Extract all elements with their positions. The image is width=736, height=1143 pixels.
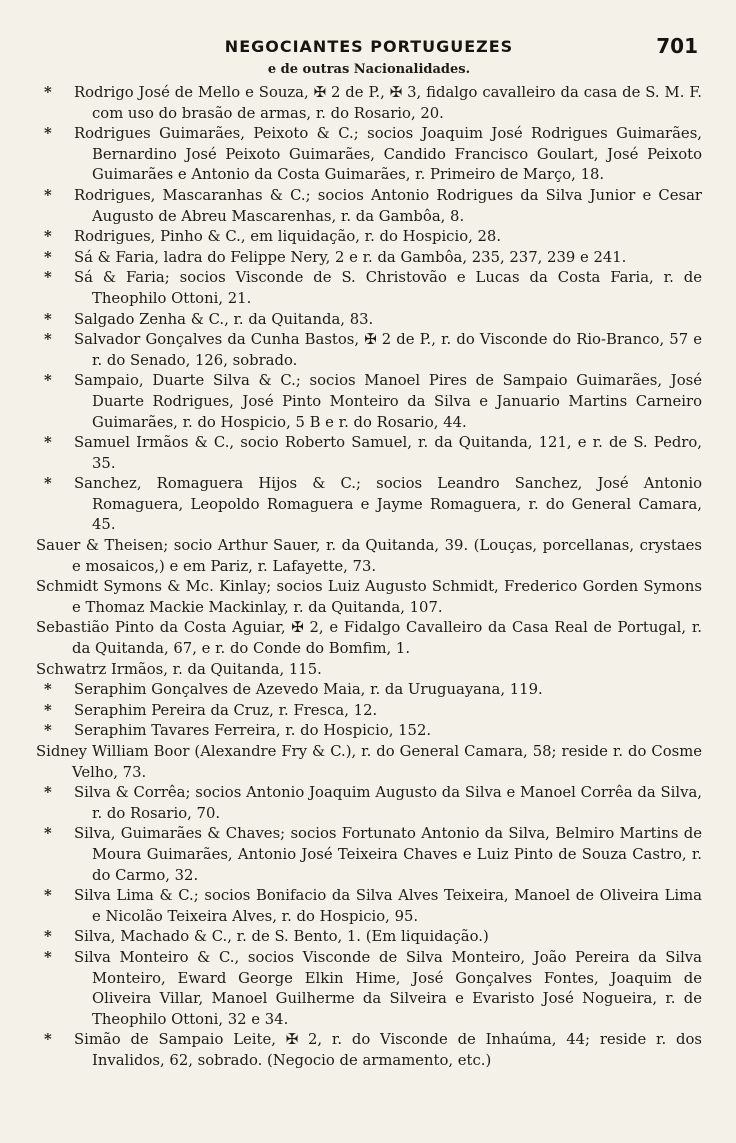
entry-text: Seraphim Pereira da Cruz, r. Fresca, 12. (74, 701, 378, 719)
entry-marker: * (44, 186, 52, 204)
directory-entry (36, 577, 702, 618)
entry-text: Silva & Corrêa; socios Antonio Joaquim Augusto da Silva e Manoel Corrêa da Silva, r. do Rosario, 70. (74, 784, 702, 822)
directory-entry (36, 1030, 702, 1071)
directory-entry (36, 268, 702, 309)
directory-entry (36, 680, 702, 701)
entry-marker: * (44, 84, 52, 101)
page-header (36, 34, 702, 62)
entry-marker: * (44, 372, 52, 390)
entry-marker: * (44, 722, 52, 740)
directory-entry (36, 886, 702, 927)
entry-text: Schmidt Symons & Mc. Kinlay; socios Luiz Augusto Schmidt, Frederico Gorden Symons e Thomaz Mackie Mackinlay, r. da Quitanda, 107. (36, 578, 702, 616)
entry-text: Rodrigo José de Mello e Souza, ✠ 2 de P., ✠ 3, fidalgo cavalleiro da casa de S. M. F. com uso do brasão de armas, r. do Rosario, 20. (74, 84, 702, 122)
entry-marker: * (44, 784, 52, 802)
entry-text: Silva, Machado & C., r. de S. Bento, 1. (Em liquidação.) (74, 928, 489, 946)
directory-entry (36, 948, 702, 1030)
entry-text: Sanchez, Romaguera Hijos & C.; socios Leandro Sanchez, José Antonio Romaguera, Leopoldo Romaguera e Jayme Romaguera, r. do General Camara, 45. (74, 475, 702, 534)
directory-entry (36, 721, 702, 742)
entry-marker: * (44, 928, 52, 946)
entry-text: Sá & Faria; socios Visconde de S. Christovão e Lucas da Costa Faria, r. de Theophilo Ottoni, 21. (74, 269, 702, 307)
directory-entry (36, 927, 702, 948)
directory-entry (36, 227, 702, 248)
entry-marker: * (44, 1031, 52, 1049)
entry-text: Sidney William Boor (Alexandre Fry & C.), r. do General Camara, 58; reside r. do Cosme Velho, 73. (36, 743, 702, 781)
entry-marker: * (44, 125, 52, 143)
entry-text: Sebastião Pinto da Costa Aguiar, ✠ 2, e Fidalgo Cavalleiro da Casa Real de Portugal, r. da Quitanda, 67, e r. do Conde do Bomfim, 1. (36, 619, 702, 658)
directory-entry (36, 248, 702, 269)
directory-entry (36, 474, 702, 536)
entry-text: Salvador Gonçalves da Cunha Bastos, ✠ 2 de P., r. do Visconde do Rio-Branco, 57 e r. do Senado, 126, sobrado. (74, 331, 702, 369)
entry-text: Schwatrz Irmãos, r. da Quitanda, 115. (36, 660, 322, 678)
entry-marker: * (44, 681, 52, 699)
entry-text: Rodrigues Guimarães, Peixoto & C.; socios Joaquim José Rodrigues Guimarães, Bernardino José Peixoto Guimarães, Candido Francisco Goulart, José Peixoto Guimarães e Antonio da Costa Guimarães, r. Primeiro de Março, 18. (74, 125, 702, 184)
entry-text: Sá & Faria, ladra do Felippe Nery, 2 e r. da Gambôa, 235, 237, 239 e 241. (74, 248, 627, 266)
entry-text: Seraphim Gonçalves de Azevedo Maia, r. da Uruguayana, 119. (74, 681, 543, 699)
directory-entry (36, 824, 702, 886)
directory-entry (36, 701, 702, 722)
entry-text: Samuel Irmãos & C., socio Roberto Samuel, r. da Quitanda, 121, e r. de S. Pedro, 35. (74, 434, 702, 472)
entry-marker: * (44, 887, 52, 905)
entry-text: Sampaio, Duarte Silva & C.; socios Manoel Pires de Sampaio Guimarães, José Duarte Rodrigues, José Pinto Monteiro da Silva e Januario Martins Carneiro Guimarães, r. do Hospicio, 5 B e r. do Rosario, 44. (74, 372, 702, 431)
entry-marker: * (44, 269, 52, 287)
entry-marker: * (44, 434, 52, 452)
directory-entry (36, 186, 702, 227)
entry-text: Silva, Guimarães & Chaves; socios Fortunato Antonio da Silva, Belmiro Martins de Moura Guimarães, Antonio José Teixeira Chaves e Luiz Pinto de Souza Castro, r. do Carmo, 32. (74, 825, 702, 884)
directory-entry (36, 783, 702, 824)
directory-entry (36, 330, 702, 371)
directory-entry (36, 83, 702, 124)
directory-entry (36, 371, 702, 433)
entry-text: Rodrigues, Mascaranhas & C.; socios Antonio Rodrigues da Silva Junior e Cesar Augusto de Abreu Mascarenhas, r. da Gambôa, 8. (74, 186, 702, 225)
directory-entry (36, 124, 702, 186)
page-number: 701 (656, 34, 698, 58)
entry-marker: * (44, 310, 52, 328)
directory-entry (36, 618, 702, 659)
entry-text: Seraphim Tavares Ferreira, r. do Hospicio, 152. (74, 722, 432, 740)
entry-text: Silva Lima & C.; socios Bonifacio da Silva Alves Teixeira, Manoel de Oliveira Lima e Nicolão Teixeira Alves, r. do Hospicio, 95. (74, 887, 702, 925)
entry-marker: * (44, 228, 52, 246)
directory-entry (36, 742, 702, 783)
running-title: NEGOCIANTES PORTUGUEZES (224, 37, 514, 56)
entry-text: Salgado Zenha & C., r. da Quitanda, 83. (74, 310, 374, 328)
entry-marker: * (44, 701, 52, 719)
entry-marker: * (44, 948, 52, 966)
entry-text: Silva Monteiro & C., socios Visconde de Silva Monteiro, João Pereira da Silva Monteiro, Eward George Elkin Hime, José Gonçalves Fontes, Joaquim de Oliveira Villar, Manoel Guilherme da Silveira e Evaristo José Nogueira, r. de Theophilo Ottoni, 32 e 34. (74, 948, 702, 1028)
entry-marker: * (44, 248, 52, 266)
entry-text: Rodrigues, Pinho & C., em liquidação, r. do Hospicio, 28. (74, 228, 502, 246)
entry-marker: * (44, 825, 52, 843)
merchant-list (36, 83, 702, 1072)
directory-entry (36, 310, 702, 331)
entry-text: Simão de Sampaio Leite, ✠ 2, r. do Visconde de Inhaúma, 44; reside r. dos Invalidos, 62, sobrado. (Negocio de armamento, etc.) (74, 1031, 702, 1069)
directory-entry (36, 536, 702, 577)
entry-marker: * (44, 475, 52, 493)
entry-text: Sauer & Theisen; socio Arthur Sauer, r. da Quitanda, 39. (Louças, porcellanas, crystaes e mosaicos,) e em Pariz, r. Lafayette, 73. (36, 537, 702, 575)
section-subheading: e de outras Nacionalidades. (267, 62, 471, 77)
entry-marker: * (44, 331, 52, 349)
directory-entry (36, 660, 702, 681)
directory-entry (36, 433, 702, 474)
